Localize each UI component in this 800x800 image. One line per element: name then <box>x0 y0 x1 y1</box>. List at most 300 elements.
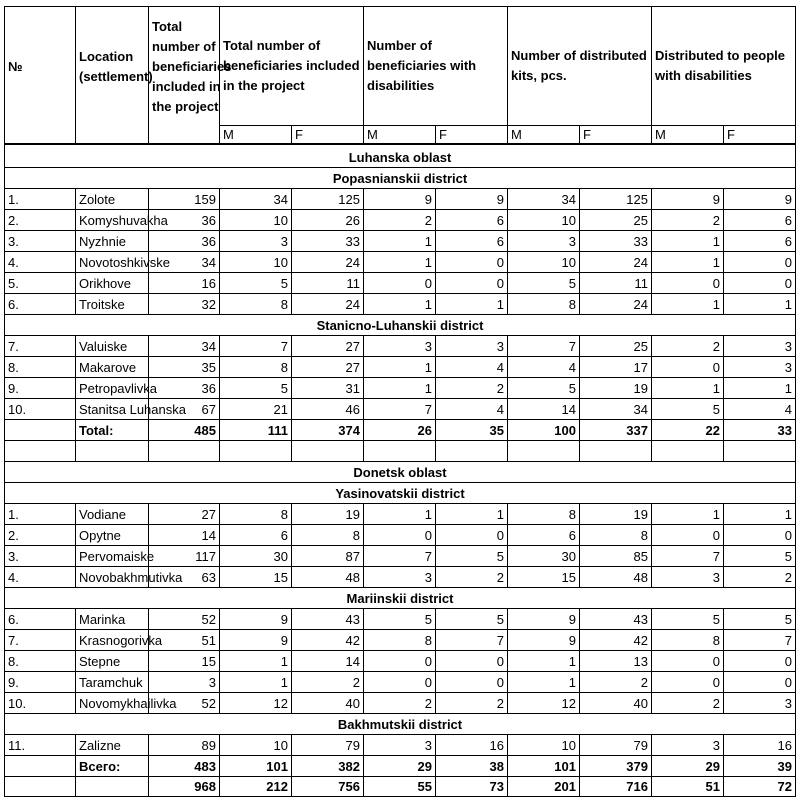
cell-f: 374 <box>292 420 364 441</box>
cell-kdf: 4 <box>724 399 795 420</box>
table-row <box>5 273 795 294</box>
cell-m: 9 <box>220 630 292 651</box>
cell-kdm: 1 <box>652 504 724 525</box>
cell-kdm: 2 <box>652 210 724 231</box>
cell-t: 117 <box>149 546 220 567</box>
table-row <box>5 231 795 252</box>
cell-t: 27 <box>149 504 220 525</box>
cell-kdm: 3 <box>652 735 724 756</box>
table-row <box>5 294 795 315</box>
district-heading: Stanicno-Luhanskii district <box>5 315 795 336</box>
cell-kdf: 6 <box>724 210 795 231</box>
table-row <box>5 210 795 231</box>
cell-t: 32 <box>149 294 220 315</box>
cell-kdf: 9 <box>724 189 795 210</box>
cell-t: 483 <box>149 756 220 777</box>
cell-n: 8. <box>5 357 76 378</box>
cell-kf: 2 <box>580 672 652 693</box>
cell-t: 67 <box>149 399 220 420</box>
cell-kf: 11 <box>580 273 652 294</box>
cell-kdm: 1 <box>652 231 724 252</box>
table-row <box>5 525 795 546</box>
cell-kf: 79 <box>580 735 652 756</box>
cell-m: 34 <box>220 189 292 210</box>
cell-km: 9 <box>508 609 580 630</box>
cell-n: 6. <box>5 294 76 315</box>
cell-f: 46 <box>292 399 364 420</box>
cell-f: 87 <box>292 546 364 567</box>
cell-df: 1 <box>436 504 508 525</box>
header-location: Location (settlement) <box>76 7 149 126</box>
cell-t: 16 <box>149 273 220 294</box>
cell-m: 10 <box>220 252 292 273</box>
cell-m <box>220 441 292 462</box>
cell-dm: 1 <box>364 294 436 315</box>
cell-kf: 24 <box>580 294 652 315</box>
cell-dm: 3 <box>364 567 436 588</box>
table-row <box>5 546 795 567</box>
cell-km: 5 <box>508 273 580 294</box>
oblast-heading: Donetsk oblast <box>5 462 795 483</box>
cell-df: 6 <box>436 231 508 252</box>
cell-km: 10 <box>508 210 580 231</box>
table-row <box>5 357 795 378</box>
cell-dm: 1 <box>364 252 436 273</box>
cell-km: 3 <box>508 231 580 252</box>
table-row <box>5 777 795 796</box>
cell-t: 63 <box>149 567 220 588</box>
total-row <box>5 420 795 441</box>
cell-kdf: 5 <box>724 609 795 630</box>
section-row <box>5 483 795 504</box>
cell-f: 382 <box>292 756 364 777</box>
cell-loc: Troitske <box>76 294 149 315</box>
cell-kdf: 0 <box>724 525 795 546</box>
cell-kf: 716 <box>580 777 652 796</box>
cell-km: 30 <box>508 546 580 567</box>
cell-kdm <box>652 441 724 462</box>
cell-df: 0 <box>436 672 508 693</box>
cell-kf: 17 <box>580 357 652 378</box>
cell-km: 4 <box>508 357 580 378</box>
total-row <box>5 756 795 777</box>
cell-kdm: 0 <box>652 273 724 294</box>
cell-loc: Zalizne <box>76 735 149 756</box>
cell-f: 14 <box>292 651 364 672</box>
cell-loc: Komyshuvakha <box>76 210 149 231</box>
cell-kdf: 3 <box>724 357 795 378</box>
cell-m: 5 <box>220 378 292 399</box>
cell-kf: 34 <box>580 399 652 420</box>
cell-loc <box>76 441 149 462</box>
cell-f: 27 <box>292 357 364 378</box>
cell-dm: 3 <box>364 735 436 756</box>
cell-m: 9 <box>220 609 292 630</box>
cell-loc: Stepne <box>76 651 149 672</box>
table-row <box>5 609 795 630</box>
cell-df: 3 <box>436 336 508 357</box>
cell-kf: 19 <box>580 504 652 525</box>
section-row <box>5 168 795 189</box>
header-no: № <box>5 7 76 126</box>
cell-n <box>5 441 76 462</box>
header-f: F <box>292 126 364 145</box>
cell-loc: Novobakhmutivka <box>76 567 149 588</box>
cell-m: 111 <box>220 420 292 441</box>
cell-km: 5 <box>508 378 580 399</box>
cell-kdm: 9 <box>652 189 724 210</box>
header-f: F <box>580 126 652 145</box>
cell-t: 34 <box>149 252 220 273</box>
cell-kdm: 0 <box>652 525 724 546</box>
cell-df: 35 <box>436 420 508 441</box>
cell-loc: Nyzhnie <box>76 231 149 252</box>
cell-kdm: 2 <box>652 336 724 357</box>
cell-dm: 2 <box>364 210 436 231</box>
cell-f: 43 <box>292 609 364 630</box>
cell-m: 6 <box>220 525 292 546</box>
cell-df: 16 <box>436 735 508 756</box>
cell-df: 5 <box>436 609 508 630</box>
cell-dm: 0 <box>364 651 436 672</box>
table-row <box>5 336 795 357</box>
cell-df: 0 <box>436 273 508 294</box>
cell-t <box>149 441 220 462</box>
cell-t: 36 <box>149 210 220 231</box>
cell-f: 33 <box>292 231 364 252</box>
cell-kdm: 0 <box>652 651 724 672</box>
cell-m: 1 <box>220 672 292 693</box>
cell-kdf: 33 <box>724 420 795 441</box>
table-row <box>5 252 795 273</box>
header-m: M <box>508 126 580 145</box>
cell-kdf: 0 <box>724 672 795 693</box>
cell-f: 24 <box>292 294 364 315</box>
table-row <box>5 735 795 756</box>
cell-m: 10 <box>220 210 292 231</box>
cell-loc: Marinka <box>76 609 149 630</box>
cell-df: 5 <box>436 546 508 567</box>
cell-kdm: 7 <box>652 546 724 567</box>
cell-kdf: 16 <box>724 735 795 756</box>
cell-km: 12 <box>508 693 580 714</box>
cell-n: 4. <box>5 567 76 588</box>
cell-n: 1. <box>5 504 76 525</box>
cell-dm: 3 <box>364 336 436 357</box>
cell-kdf: 39 <box>724 756 795 777</box>
cell-df: 6 <box>436 210 508 231</box>
cell-kdm: 1 <box>652 252 724 273</box>
cell-m: 212 <box>220 777 292 796</box>
cell-kdm: 0 <box>652 357 724 378</box>
cell-t: 52 <box>149 693 220 714</box>
cell-kdm: 3 <box>652 567 724 588</box>
cell-m: 30 <box>220 546 292 567</box>
cell-kf: 33 <box>580 231 652 252</box>
header-row-top <box>5 7 795 126</box>
header-f: F <box>724 126 795 145</box>
cell-dm: 0 <box>364 525 436 546</box>
cell-n: 9. <box>5 378 76 399</box>
header-total-mf: Total number of beneficiaries included in the project <box>220 7 364 126</box>
cell-km: 34 <box>508 189 580 210</box>
cell-loc: Petropavlivka <box>76 378 149 399</box>
cell-kdf: 0 <box>724 651 795 672</box>
cell-loc: Taramchuk <box>76 672 149 693</box>
cell-n <box>5 777 76 796</box>
cell-n: 3. <box>5 546 76 567</box>
cell-kdf: 5 <box>724 546 795 567</box>
cell-dm: 7 <box>364 399 436 420</box>
cell-kdm: 1 <box>652 294 724 315</box>
cell-loc: Всего: <box>76 756 149 777</box>
cell-loc: Stanitsa Luhanska <box>76 399 149 420</box>
cell-km: 14 <box>508 399 580 420</box>
section-row <box>5 588 795 609</box>
cell-df: 0 <box>436 252 508 273</box>
cell-f <box>292 441 364 462</box>
cell-df: 4 <box>436 399 508 420</box>
table-row <box>5 651 795 672</box>
cell-m: 8 <box>220 504 292 525</box>
cell-kf: 43 <box>580 609 652 630</box>
header-total-included: Total number of beneficiaries included in the project <box>149 7 220 126</box>
cell-loc: Novotoshkivske <box>76 252 149 273</box>
cell-kf: 40 <box>580 693 652 714</box>
cell-dm: 0 <box>364 273 436 294</box>
cell-loc: Vodiane <box>76 504 149 525</box>
cell-kdm: 51 <box>652 777 724 796</box>
cell-kf: 8 <box>580 525 652 546</box>
cell-m: 7 <box>220 336 292 357</box>
cell-m: 21 <box>220 399 292 420</box>
cell-m: 8 <box>220 357 292 378</box>
cell-df: 1 <box>436 294 508 315</box>
cell-dm: 29 <box>364 756 436 777</box>
cell-km: 10 <box>508 252 580 273</box>
cell-m: 101 <box>220 756 292 777</box>
cell-kdf: 7 <box>724 630 795 651</box>
cell-f: 756 <box>292 777 364 796</box>
cell-loc: Pervomaiske <box>76 546 149 567</box>
cell-kdm: 22 <box>652 420 724 441</box>
cell-n: 5. <box>5 273 76 294</box>
cell-n: 7. <box>5 630 76 651</box>
district-heading: Popasnianskii district <box>5 168 795 189</box>
cell-kdm: 5 <box>652 609 724 630</box>
cell-kf: 48 <box>580 567 652 588</box>
cell-m: 10 <box>220 735 292 756</box>
cell-dm: 2 <box>364 693 436 714</box>
cell-t: 485 <box>149 420 220 441</box>
cell-kdm: 8 <box>652 630 724 651</box>
table-row <box>5 630 795 651</box>
cell-kdm: 2 <box>652 693 724 714</box>
cell-f: 31 <box>292 378 364 399</box>
cell-dm: 1 <box>364 378 436 399</box>
cell-km: 7 <box>508 336 580 357</box>
header-m: M <box>364 126 436 145</box>
cell-f: 79 <box>292 735 364 756</box>
cell-t: 968 <box>149 777 220 796</box>
cell-n: 7. <box>5 336 76 357</box>
cell-kf: 337 <box>580 420 652 441</box>
cell-kf: 24 <box>580 252 652 273</box>
cell-loc: Makarove <box>76 357 149 378</box>
cell-m: 8 <box>220 294 292 315</box>
district-heading: Yasinovatskii district <box>5 483 795 504</box>
cell-n: 8. <box>5 651 76 672</box>
cell-m: 3 <box>220 231 292 252</box>
cell-loc: Opytne <box>76 525 149 546</box>
cell-kdf: 0 <box>724 252 795 273</box>
cell-kdm: 0 <box>652 672 724 693</box>
cell-loc <box>76 777 149 796</box>
table-row <box>5 378 795 399</box>
cell-n: 6. <box>5 609 76 630</box>
cell-kdf: 3 <box>724 693 795 714</box>
cell-kdf: 1 <box>724 504 795 525</box>
cell-kdf: 1 <box>724 294 795 315</box>
cell-kf <box>580 441 652 462</box>
cell-km <box>508 441 580 462</box>
cell-kdf: 0 <box>724 273 795 294</box>
cell-dm: 9 <box>364 189 436 210</box>
cell-loc: Valuiske <box>76 336 149 357</box>
cell-kf: 25 <box>580 336 652 357</box>
cell-f: 48 <box>292 567 364 588</box>
cell-df: 9 <box>436 189 508 210</box>
oblast-heading: Luhanska oblast <box>5 147 795 168</box>
cell-loc: Novomykhailivka <box>76 693 149 714</box>
section-row <box>5 147 795 168</box>
cell-kf: 85 <box>580 546 652 567</box>
section-row <box>5 714 795 735</box>
cell-km: 201 <box>508 777 580 796</box>
cell-t: 35 <box>149 357 220 378</box>
header-m: M <box>220 126 292 145</box>
cell-kdf: 6 <box>724 231 795 252</box>
cell-n: 3. <box>5 231 76 252</box>
header-kits-disabilities: Distributed to people with disabilities <box>652 7 795 126</box>
cell-km: 10 <box>508 735 580 756</box>
cell-t: 51 <box>149 630 220 651</box>
cell-df: 0 <box>436 651 508 672</box>
cell-kf: 25 <box>580 210 652 231</box>
cell-f: 42 <box>292 630 364 651</box>
cell-dm: 7 <box>364 546 436 567</box>
cell-dm: 1 <box>364 231 436 252</box>
cell-kf: 125 <box>580 189 652 210</box>
cell-n: 10. <box>5 693 76 714</box>
header-kits: Number of distributed kits, pcs. <box>508 7 652 126</box>
blank-row <box>5 441 795 462</box>
cell-km: 1 <box>508 651 580 672</box>
cell-kdf: 1 <box>724 378 795 399</box>
cell-df: 73 <box>436 777 508 796</box>
cell-f: 2 <box>292 672 364 693</box>
cell-km: 15 <box>508 567 580 588</box>
cell-m: 5 <box>220 273 292 294</box>
cell-t: 14 <box>149 525 220 546</box>
cell-kdf <box>724 441 795 462</box>
cell-km: 6 <box>508 525 580 546</box>
cell-n: 9. <box>5 672 76 693</box>
cell-kf: 379 <box>580 756 652 777</box>
cell-t: 159 <box>149 189 220 210</box>
cell-n: 11. <box>5 735 76 756</box>
cell-t: 89 <box>149 735 220 756</box>
cell-m: 12 <box>220 693 292 714</box>
cell-kdf: 3 <box>724 336 795 357</box>
cell-dm <box>364 441 436 462</box>
table-row <box>5 672 795 693</box>
cell-t: 34 <box>149 336 220 357</box>
cell-km: 8 <box>508 504 580 525</box>
cell-f: 8 <box>292 525 364 546</box>
cell-loc: Total: <box>76 420 149 441</box>
cell-kdf: 72 <box>777 779 792 794</box>
cell-kdm: 1 <box>652 378 724 399</box>
beneficiaries-table <box>4 6 796 797</box>
header-m: M <box>652 126 724 145</box>
cell-dm: 0 <box>364 672 436 693</box>
cell-f: 27 <box>292 336 364 357</box>
section-row <box>5 315 795 336</box>
cell-loc: Krasnogorivka <box>76 630 149 651</box>
cell-n: 2. <box>5 210 76 231</box>
table-row <box>5 504 795 525</box>
header-row-mf <box>5 126 795 145</box>
cell-f: 11 <box>292 273 364 294</box>
cell-t: 36 <box>149 231 220 252</box>
cell-df <box>436 441 508 462</box>
cell-n: 4. <box>5 252 76 273</box>
cell-f: 26 <box>292 210 364 231</box>
header-location-cont <box>76 126 149 145</box>
district-heading: Bakhmutskii district <box>5 714 795 735</box>
cell-n: 2. <box>5 525 76 546</box>
cell-m: 15 <box>220 567 292 588</box>
cell-df: 4 <box>436 357 508 378</box>
cell-dm: 5 <box>364 609 436 630</box>
cell-t: 52 <box>149 609 220 630</box>
cell-df: 2 <box>436 567 508 588</box>
cell-f: 40 <box>292 693 364 714</box>
cell-dm: 26 <box>364 420 436 441</box>
header-f: F <box>436 126 508 145</box>
cell-km: 1 <box>508 672 580 693</box>
cell-f: 19 <box>292 504 364 525</box>
cell-df: 2 <box>436 378 508 399</box>
cell-kdf: 2 <box>724 567 795 588</box>
cell-f: 24 <box>292 252 364 273</box>
table-row <box>5 567 795 588</box>
district-heading: Mariinskii district <box>5 588 795 609</box>
cell-dm: 1 <box>364 357 436 378</box>
cell-df: 2 <box>436 693 508 714</box>
cell-n: 10. <box>5 399 76 420</box>
cell-km: 9 <box>508 630 580 651</box>
table-row <box>5 399 795 420</box>
cell-km: 8 <box>508 294 580 315</box>
header-no-cont <box>5 126 76 145</box>
cell-kf: 13 <box>580 651 652 672</box>
cell-kdm: 29 <box>652 756 724 777</box>
cell-t: 3 <box>149 672 220 693</box>
cell-dm: 8 <box>364 630 436 651</box>
cell-km: 100 <box>508 420 580 441</box>
